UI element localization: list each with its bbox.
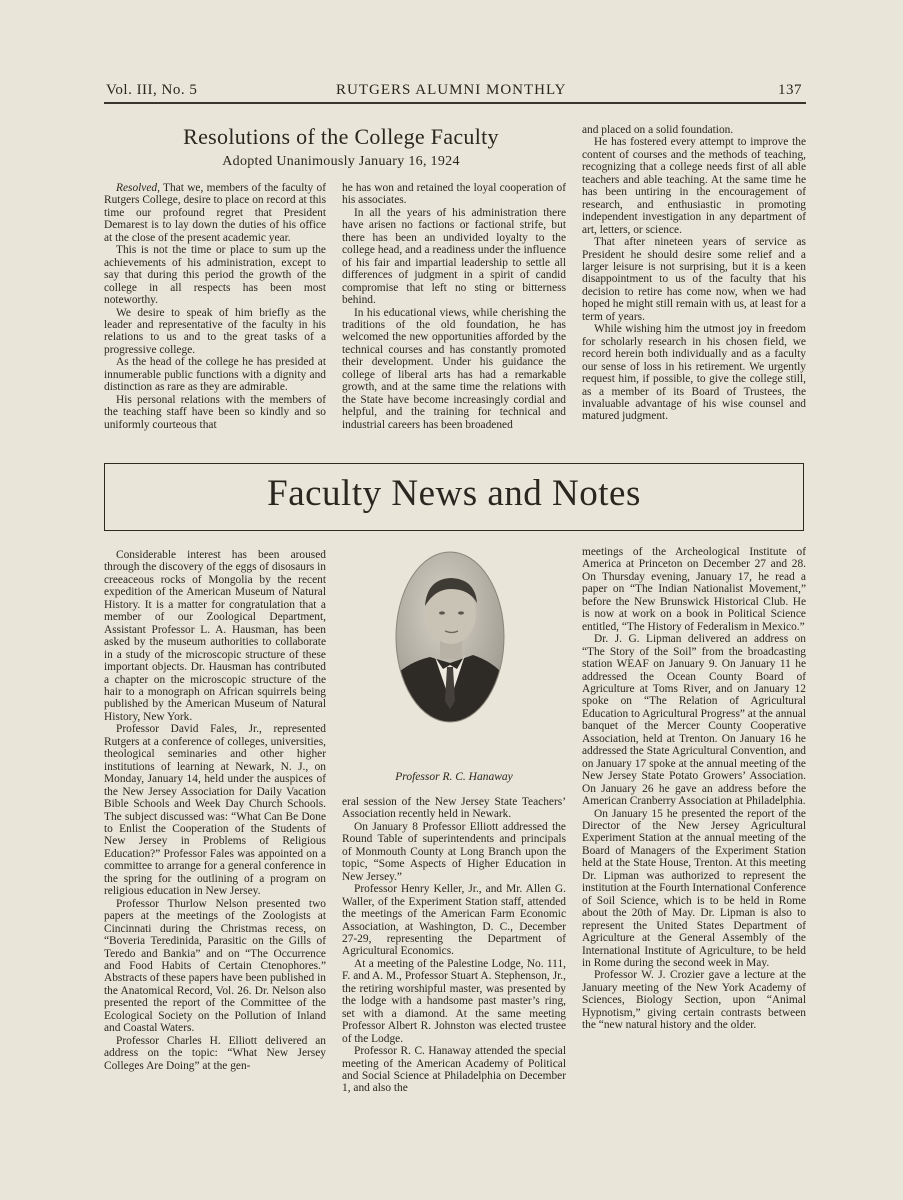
- resolutions-column-2: [342, 182, 566, 431]
- paragraph: While wishing him the utmost joy in freedom for scholarly research in his chosen field, we record herein both individually and as a faculty our sense of loss in his retirement. We urgently request him, if possible, to give the college still, as a member of its Board of Trustees, the invaluable advantage of his wise counsel and matured judgment.: [582, 323, 806, 423]
- paragraph: eral session of the New Jersey State Teachers’ Association recently held in Newark.: [342, 796, 566, 821]
- paragraph: His personal relations with the members of the teaching staff have been so kindly and so uniformly courteous that: [104, 393, 326, 431]
- paragraph: meetings of the Archeological Institute of America at Princeton on December 27 and 28. On Thursday evening, January 17, he read a paper on “The Indian Nationalist Movement,” before the New Brunswick Historical Club. He is now at work on a book in Political Science entitled, “The History of Federalism in Mexico.”: [582, 546, 806, 633]
- photo-caption: Professor R. C. Hanaway: [395, 771, 513, 783]
- paragraph: In his educational views, while cherishing the traditions of the old foundation, he has welcomed the new opportunities afforded by the technical courses and has constantly promoted their development. Under his guidance the college of liberal arts has had a remarkable growth, and at the same time the relations with the State have become increasingly cordial and helpful, and the training for technical and industrial careers has been broadened: [342, 306, 566, 431]
- paragraph: As the head of the college he has presided at innumerable public functions with a dignity and distinction as rare as they are admirable.: [104, 356, 326, 394]
- paragraph: and placed on a solid foundation.: [582, 124, 734, 136]
- paragraph-text: That we, members of the faculty of Rutgers College, desire to place on record at this time our profound regret that President Demarest is to lay down the duties of his office at the close of the present academic year.: [104, 182, 326, 244]
- news-column-3: [582, 546, 806, 1032]
- paragraph: On January 8 Professor Elliott addressed the Round Table of superintendents and principals of Monmouth County at Long Branch upon the topic, “Some Aspects of Higher Education in New Jersey.”: [342, 820, 566, 883]
- paragraph: Professor R. C. Hanaway attended the special meeting of the American Academy of Political and Social Science at Philadelphia on December 1, and also the: [342, 1045, 566, 1095]
- section-title: Faculty News and Notes: [267, 473, 641, 514]
- paragraph: he has won and retained the loyal cooperation of his associates.: [342, 182, 566, 207]
- resolutions-title: Resolutions of the College Faculty: [183, 124, 499, 149]
- paragraph: Professor Henry Keller, Jr., and Mr. Allen G. Waller, of the Experiment Station staff, attended the meetings of the American Farm Economic Association, at Washington, D. C., December 27-29, representing the Department of Agricultural Economics.: [342, 883, 566, 958]
- header-rule: [104, 102, 806, 104]
- portrait-image: [395, 551, 505, 723]
- paragraph: We desire to speak of him briefly as the leader and representative of the faculty in his relations to us and to the great tasks of a progressive college.: [104, 306, 326, 356]
- resolutions-column-3: [582, 124, 806, 423]
- paragraph: Professor David Fales, Jr., represented Rutgers at a conference of colleges, universities, theological seminaries and other higher institutions of learning at Newark, N. J., on Monday, January 14, held under the auspices of the New Jersey Association for Daily Vacation Bible Schools and Week Day Church Schools. The subject discussed was: “What Can Be Done to Enlist the Cooperation of the Students of New Jersey in Problems of Religious Education?” Professor Fales was appointed on a committee to arrange for a general conference in the spring for the outlining of a program on religious education in New Jersey.: [104, 723, 326, 898]
- resolutions-column-1: [104, 182, 326, 431]
- paragraph: At a meeting of the Palestine Lodge, No. 111, F. and A. M., Professor Stuart A. Stephenson, Jr., the retiring worshipful master, was presented by the lodge with a handsome past master’s ring, set with a diamond. At the same meeting Professor Albert R. Johnston was elected trustee of the Lodge.: [342, 957, 566, 1045]
- volume-number: Vol. III, No. 5: [106, 82, 198, 98]
- publication-title: RUTGERS ALUMNI MONTHLY: [336, 82, 567, 98]
- news-column-2: [342, 796, 566, 1095]
- portrait-photo: [395, 551, 505, 723]
- paragraph: He has fostered every attempt to improve the content of courses and the methods of teaching, recognizing that a college needs first of all able teachers and able teaching. At the same time he has been untiring in the encouragement of research, and enthusiastic in promoting independent investigation in any department of art, letters, or science.: [582, 136, 806, 236]
- paragraph: That after nineteen years of service as President he should desire some relief and a larger leisure is not surprising, but it is a keen disappointment to us of the faculty that his decision to retire has come now, when we had hoped he might still remain with us, at least for a term of years.: [582, 236, 806, 323]
- paragraph: In all the years of his administration there have arisen no factions or factional strife, but there has been an undivided loyalty to the college head, and a readiness under the influence of his fair and impartial leadership to settle all differences of judgment in a spirit of candid compromise that left no sting or bitterness behind.: [342, 206, 566, 307]
- paragraph: [104, 182, 326, 244]
- resolutions-subtitle: Adopted Unanimously January 16, 1924: [222, 154, 460, 169]
- paragraph: Considerable interest has been aroused through the discovery of the eggs of disosaurs in creeaceous rocks of Mongolia by the recent expedition of the American Museum of Natural History. It is a matter for congratulation that a member of our Zoological Department, Assistant Professor L. A. Hausman, has been asked by the museum authorities to collaborate in a study of the microscopic structure of these important objects. Dr. Hausman has contributed a chapter on the microscopic structure of the hair to a monograph on African squirrels being published by the American Museum of Natural History, New York.: [104, 549, 326, 723]
- paragraph: Professor W. J. Crozier gave a lecture at the January meeting of the New York Academy of Sciences, Biology Section, upon “Animal Hypnotism,” giving certain contrasts between the “new natural history and the older.: [582, 969, 806, 1032]
- news-column-1: [104, 549, 326, 1072]
- paragraph: Professor Thurlow Nelson presented two papers at the meetings of the Zoologists at Cincinnati during the Christmas recess, on “Boveria Teredinida, Parasitic on the Gills of Teredo and Bankia” and on “The Occurrence and Food Habits of Certain Ctenophores.” Abstracts of these papers have been published in the Anatomical Record, Vol. 26. Dr. Nelson also presented the report of the Committee of the Ecological Society on the Pollution of Inland and Coastal Waters.: [104, 897, 326, 1035]
- paragraph: Professor Charles H. Elliott delivered an address on the topic: “What New Jersey Colleges Are Doing” at the gen-: [104, 1034, 326, 1072]
- paragraph: Dr. J. G. Lipman delivered an address on “The Story of the Soil” from the broadcasting station WEAF on January 9. On January 11 he addressed the Ocean County Board of Agriculture at Toms River, and on January 12 spoke on “The Relation of Agricultural Education to Agricultural Progress” at the annual banquet of the Mercer County Cooperative Association, held at Trenton. On January 16 he addressed the State Agricultural Convention, and on January 17 spoke at the annual meeting of the New Jersey State Potato Growers’ Association. On January 26 he gave an address before the American Cranberry Association at Philadelphia.: [582, 633, 806, 808]
- paragraph: This is not the time or place to sum up the achievements of his administration, except to say that during this period the growth of the college in all respects has been most noteworthy.: [104, 244, 326, 307]
- running-header: [104, 80, 806, 104]
- page-number: 137: [778, 82, 802, 98]
- paragraph: On January 15 he presented the report of the Director of the New Jersey Agricultural Experiment Station at the annual meeting of the Board of Managers of the Experiment Station held at the State House, Trenton. At this meeting Dr. Lipman was authorized to represent the institution at the Fourth International Conference of Soil Science, which is to be held in Rome about the 20th of May. Dr. Lipman is also to represent the United States Department of Agriculture at the General Assembly of the International Institute of Agriculture, to be held in Rome during the second week in May.: [582, 807, 806, 969]
- section-banner: [104, 463, 804, 531]
- resolved-lead: Resolved,: [116, 182, 160, 194]
